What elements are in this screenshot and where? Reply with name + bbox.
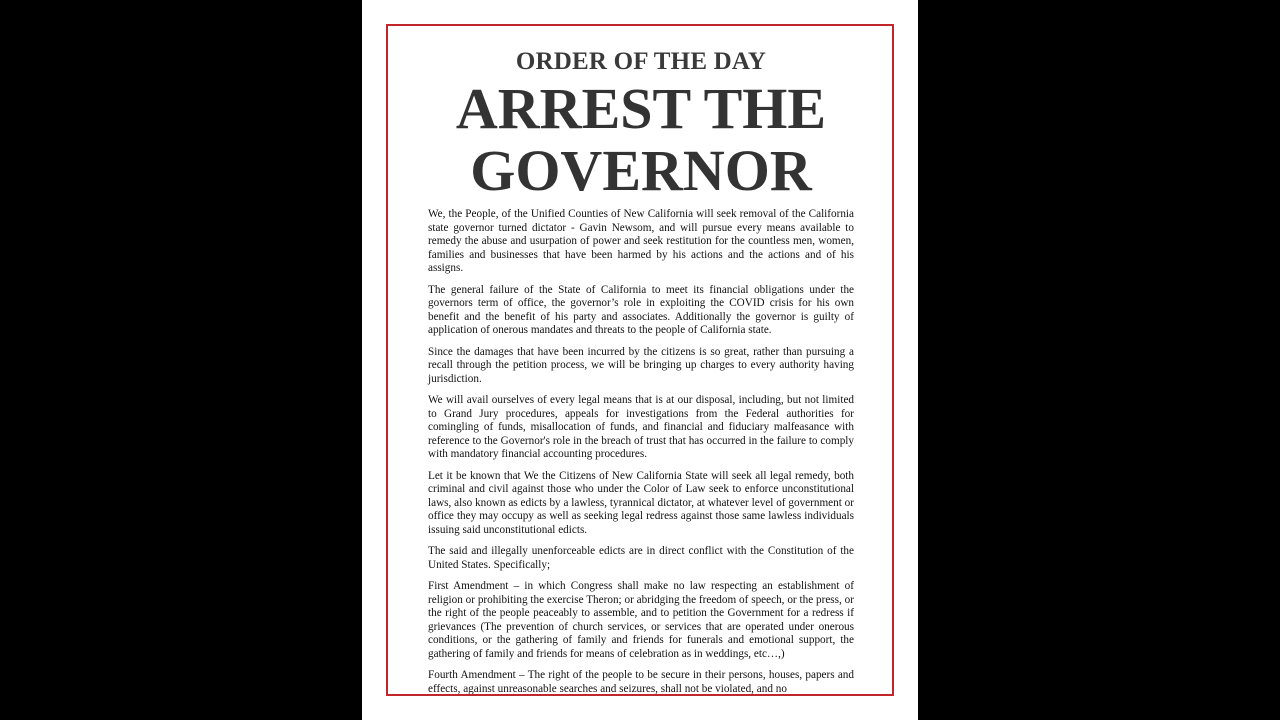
paragraph-removal: We, the People, of the Unified Counties of New California will seek removal of the California state governor turned dictator - Gavin Newsom, and will pursue every means available to remedy the abuse and usurpation of power and seek restitution for the countless men, women, families and businesses that have been harmed by his actions and the actions and of his assigns.	[428, 208, 854, 274]
paragraph-damages: Since the damages that have been incurred by the citizens is so great, rather than pursuing a recall through the petition process, we will be bringing up charges to every authority having jurisdiction.	[428, 345, 854, 385]
paragraph-legal-means: We will avail ourselves of every legal means that is at our disposal, including, but not limited to Grand Jury procedures, appeals for investigations from the Federal authorities for comingling of funds, misallocation of funds, and financial and fiduciary malfeasance with reference to the Governor's role in the breach of trust that has occurred in the failure to comply with mandatory financial accounting procedures.	[428, 394, 854, 460]
paragraph-fourth-amendment: Fourth Amendment – The right of the people to be secure in their persons, houses, papers and effects, against unreasonable searches and seizures, shall not be violated, and no	[428, 669, 854, 695]
headline	[428, 78, 854, 202]
headline-line-1: ARREST THE	[455, 76, 827, 141]
paragraph-financial-failure: The general failure of the State of California to meet its financial obligations under the governors term of office, the governor’s role in exploiting the COVID crisis for his own benefit and the benefit of his party and associates. Additionally the governor is guilty of application of onerous mandates and threats to the people of California state.	[428, 283, 854, 336]
kicker-heading: ORDER OF THE DAY	[515, 48, 767, 75]
document-page	[362, 0, 918, 720]
paragraph-constitution: The said and illegally unenforceable edicts are in direct conflict with the Constitution of the United States. Specifically;	[428, 545, 854, 571]
paragraph-legal-remedy: Let it be known that We the Citizens of New California State will seek all legal remedy, both criminal and civil against those who under the Color of Law seek to enforce unconstitutional laws, also known as edicts by a lawless, tyrannical dictator, at whatever level of government or office they may occupy as well as seeking legal redress against those same lawless individuals issuing said unconstitutional edicts.	[428, 469, 854, 536]
paragraph-first-amendment: First Amendment – in which Congress shall make no law respecting an establishment of religion or prohibiting the exercise Theron; or abridging the freedom of speech, or the press, or the right of the people peaceably to assemble, and to petition the Government for a redress if grievances (The prevention of church services, or services that are operated under onerous conditions, or the gathering of family and friends for funerals and emotional support, the gathering of family and friends for means of celebration as in weddings, etc…,)	[428, 580, 854, 660]
document-content	[428, 48, 854, 696]
headline-line-2: GOVERNOR	[470, 138, 812, 203]
red-border-frame	[386, 24, 894, 696]
